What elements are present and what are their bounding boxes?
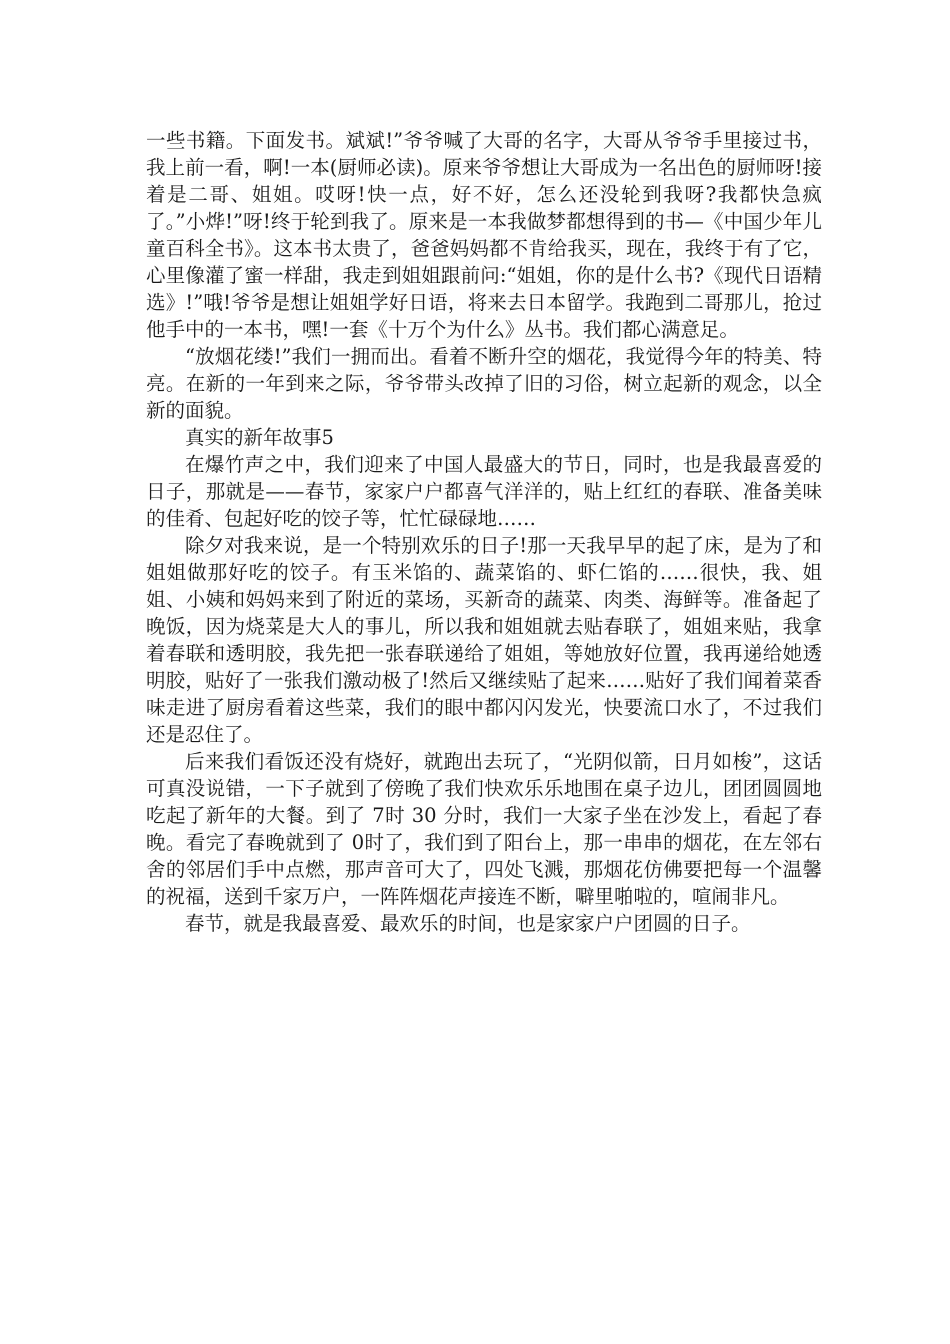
- section-heading: 真实的新年故事5: [185, 426, 334, 449]
- document-page: [146, 127, 822, 937]
- paragraph-conclusion: 春节，就是我最喜爱、最欢乐的时间，也是家家户户团圆的日子。: [185, 912, 751, 935]
- paragraph-intro: 在爆竹声之中，我们迎来了中国人最盛大的节日，同时，也是我最喜爱的日子，那就是——春节，家家户户都喜气洋洋的，贴上红红的春联、准备美味的佳肴、包起好吃的饺子等，忙忙碌碌地……: [146, 453, 822, 530]
- paragraph-fireworks: “放烟花缕!”我们一拥而出。看着不断升空的烟花，我觉得今年的特美、特亮。在新的一年到来之际，爷爷带头改掉了旧的习俗，树立起新的观念，以全新的面貌。: [146, 345, 822, 422]
- paragraph-continuation: 一些书籍。下面发书。斌斌!”爷爷喊了大哥的名字，大哥从爷爷手里接过书，我上前一看，啊!一本(厨师必读)。原来爷爷想让大哥成为一名出色的厨师呀!接着是二哥、姐姐。哎呀!快一点，好不好，怎么还没轮到我呀?我都快急疯了。”小烨!”呀!终于轮到我了。原来是一本我做梦都想得到的书—《中国少年儿童百科全书》。这本书太贵了，爸爸妈妈都不肯给我买，现在，我终于有了它，心里像灌了蜜一样甜，我走到姐姐跟前问:“姐姐，你的是什么书?《现代日语精选》!”哦!爷爷是想让姐姐学好日语，将来去日本留学。我跑到二哥那儿，抢过他手中的一本书，嘿!一套《十万个为什么》丛书。我们都心满意足。: [146, 129, 822, 341]
- paragraph-evening: 后来我们看饭还没有烧好，就跑出去玩了，“光阴似箭，日月如梭”，这话可真没说错，一下子就到了傍晚了我们快欢乐乐地围在桌子边儿，团团圆圆地吃起了新年的大餐。到了 7时 30 分时，我们一大家子坐在沙发上，看起了春晚。看完了春晚就到了 0时了，我们到了阳台上，那一串串的烟花，在左邻右舍的邻居们手中点燃，那声音可大了，四处飞溅，那烟花仿佛要把每一个温馨的祝福，送到千家万户，一阵阵烟花声接连不断，噼里啪啦的，喧闹非凡。: [146, 750, 822, 908]
- paragraph-new-year-eve: 除夕对我来说，是一个特别欢乐的日子!那一天我早早的起了床，是为了和姐姐做那好吃的饺子。有玉米馅的、蔬菜馅的、虾仁馅的……很快，我、姐姐、小姨和妈妈来到了附近的菜场，买新奇的蔬菜、肉类、海鲜等。准备起了晚饭，因为烧菜是大人的事儿，所以我和姐姐就去贴春联了，姐姐来贴，我拿着春联和透明胶，我先把一张春联递给了姐姐，等她放好位置，我再递给她透明胶，贴好了一张我们激动极了!然后又继续贴了起来……贴好了我们闻着菜香味走进了厨房看着这些菜，我们的眼中都闪闪发光，快要流口水了，不过我们还是忍住了。: [146, 534, 822, 746]
